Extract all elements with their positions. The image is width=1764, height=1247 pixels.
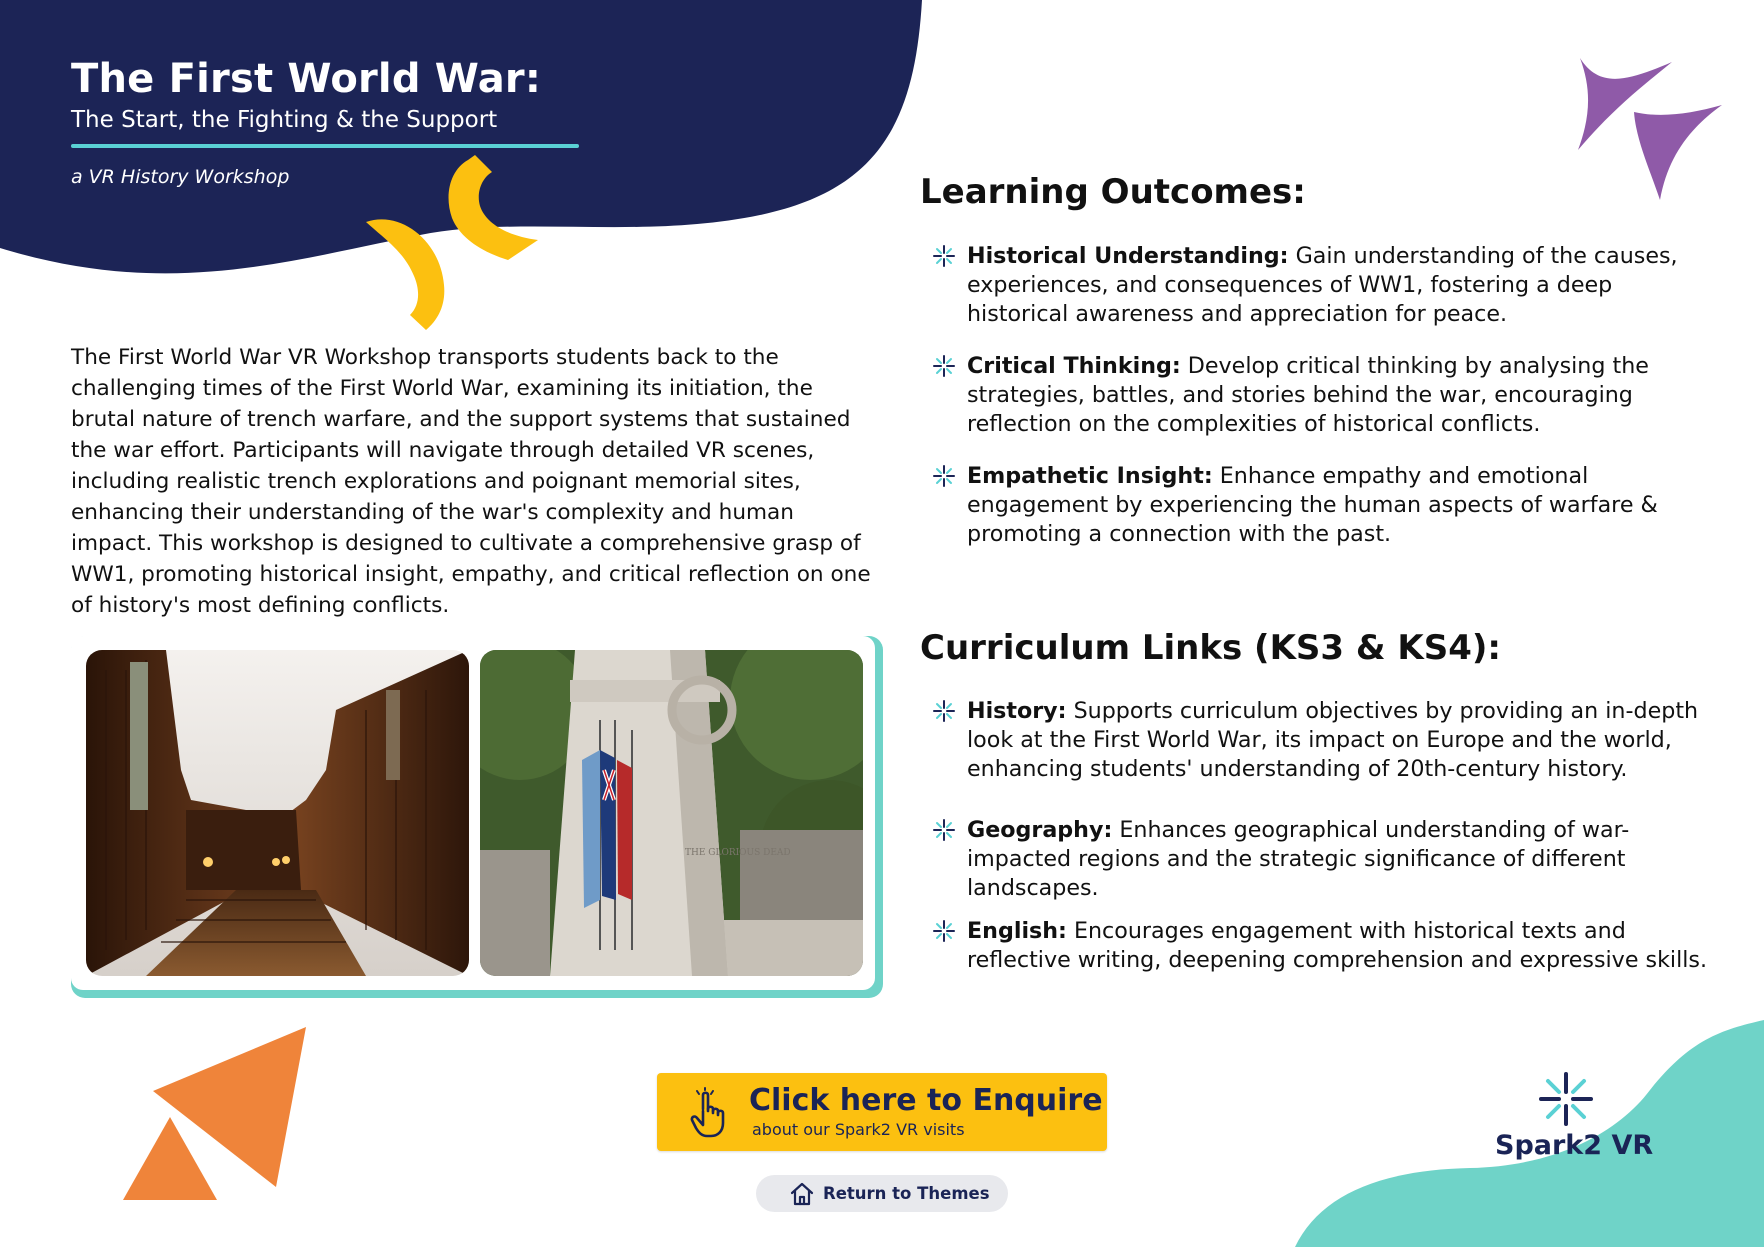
- outcome-item-empathetic-insight: [932, 462, 1712, 549]
- trench-photo: [86, 650, 469, 976]
- spark2-logo-icon: [1537, 1070, 1595, 1128]
- purple-star-shape: [1578, 58, 1722, 200]
- outcome-text: Gain understanding of the causes, experiences, and consequences of WW1, fostering a deep historical awareness and appreciation for peace.: [967, 243, 1678, 327]
- sparkle-bullet-icon: [932, 464, 956, 488]
- learning-outcomes-heading: Learning Outcomes:: [920, 172, 1306, 212]
- sparkle-bullet-icon: [932, 699, 956, 723]
- cenotaph-inscription: THE GLORIOUS DEAD: [685, 848, 791, 858]
- orange-triangles-shape: [123, 1027, 306, 1200]
- pointing-hand-icon: [687, 1087, 731, 1139]
- curriculum-text: Supports curriculum objectives by providing an in-depth look at the First World War, its impact on Europe and the world, enhancing students' understanding of 20th-century history.: [967, 698, 1699, 782]
- intro-paragraph: The First World War VR Workshop transports students back to the challenging times of the First World War, examining its initiation, the brutal nature of trench warfare, and the support systems that sustained the war effort. Participants will navigate through detailed VR scenes, including realistic trench explorations and poignant memorial sites, enhancing their understanding of the war's complexity and human impact. This workshop is designed to cultivate a comprehensive grasp of WW1, promoting historical insight, empathy, and critical reflection on one of history's most defining conflicts.: [71, 345, 871, 618]
- curriculum-text: Enhances geographical understanding of war-impacted regions and the strategic significance of different landscapes.: [967, 817, 1630, 901]
- sparkle-bullet-icon: [932, 818, 956, 842]
- sparkle-bullet-icon: [932, 244, 956, 268]
- home-icon: [789, 1181, 815, 1207]
- outcome-label: Historical Understanding:: [967, 243, 1289, 269]
- curriculum-text: Encourages engagement with historical texts and reflective writing, deepening comprehension and expressive skills.: [967, 918, 1708, 973]
- sparkle-bullet-icon: [932, 354, 956, 378]
- outcome-text: Develop critical thinking by analysing the strategies, battles, and stories behind the war, encouraging reflection on the complexities of historical conflicts.: [967, 353, 1649, 437]
- page-title: The First World War:: [71, 56, 542, 102]
- enquire-button-sublabel: about our Spark2 VR visits: [752, 1120, 965, 1139]
- outcome-item-historical-understanding: [932, 242, 1712, 329]
- outcome-text: Enhance empathy and emotional engagement by experiencing the human aspects of warfare & promoting a connection with the past.: [967, 463, 1658, 547]
- enquire-button-label: Click here to Enquire: [749, 1083, 1103, 1118]
- return-to-themes-label: Return to Themes: [823, 1184, 990, 1203]
- curriculum-links-heading: Curriculum Links (KS3 & KS4):: [920, 628, 1502, 668]
- cenotaph-photo: [480, 650, 863, 976]
- spark2-logo-text: Spark2 VR: [1495, 1130, 1654, 1161]
- return-to-themes-button[interactable]: [756, 1175, 1008, 1212]
- curriculum-label: History:: [967, 698, 1067, 724]
- outcome-label: Empathetic Insight:: [967, 463, 1213, 489]
- sparkle-bullet-icon: [932, 919, 956, 943]
- outcome-item-critical-thinking: [932, 352, 1712, 439]
- outcome-label: Critical Thinking:: [967, 353, 1181, 379]
- curriculum-item-history: [932, 697, 1712, 784]
- title-underline: [71, 144, 579, 148]
- enquire-button[interactable]: [657, 1073, 1107, 1151]
- curriculum-label: English:: [967, 918, 1067, 944]
- curriculum-item-geography: [932, 816, 1712, 903]
- curriculum-item-english: [932, 917, 1712, 975]
- page-tagline: a VR History Workshop: [71, 166, 290, 188]
- curriculum-label: Geography:: [967, 817, 1113, 843]
- page-subtitle: The Start, the Fighting & the Support: [71, 107, 498, 133]
